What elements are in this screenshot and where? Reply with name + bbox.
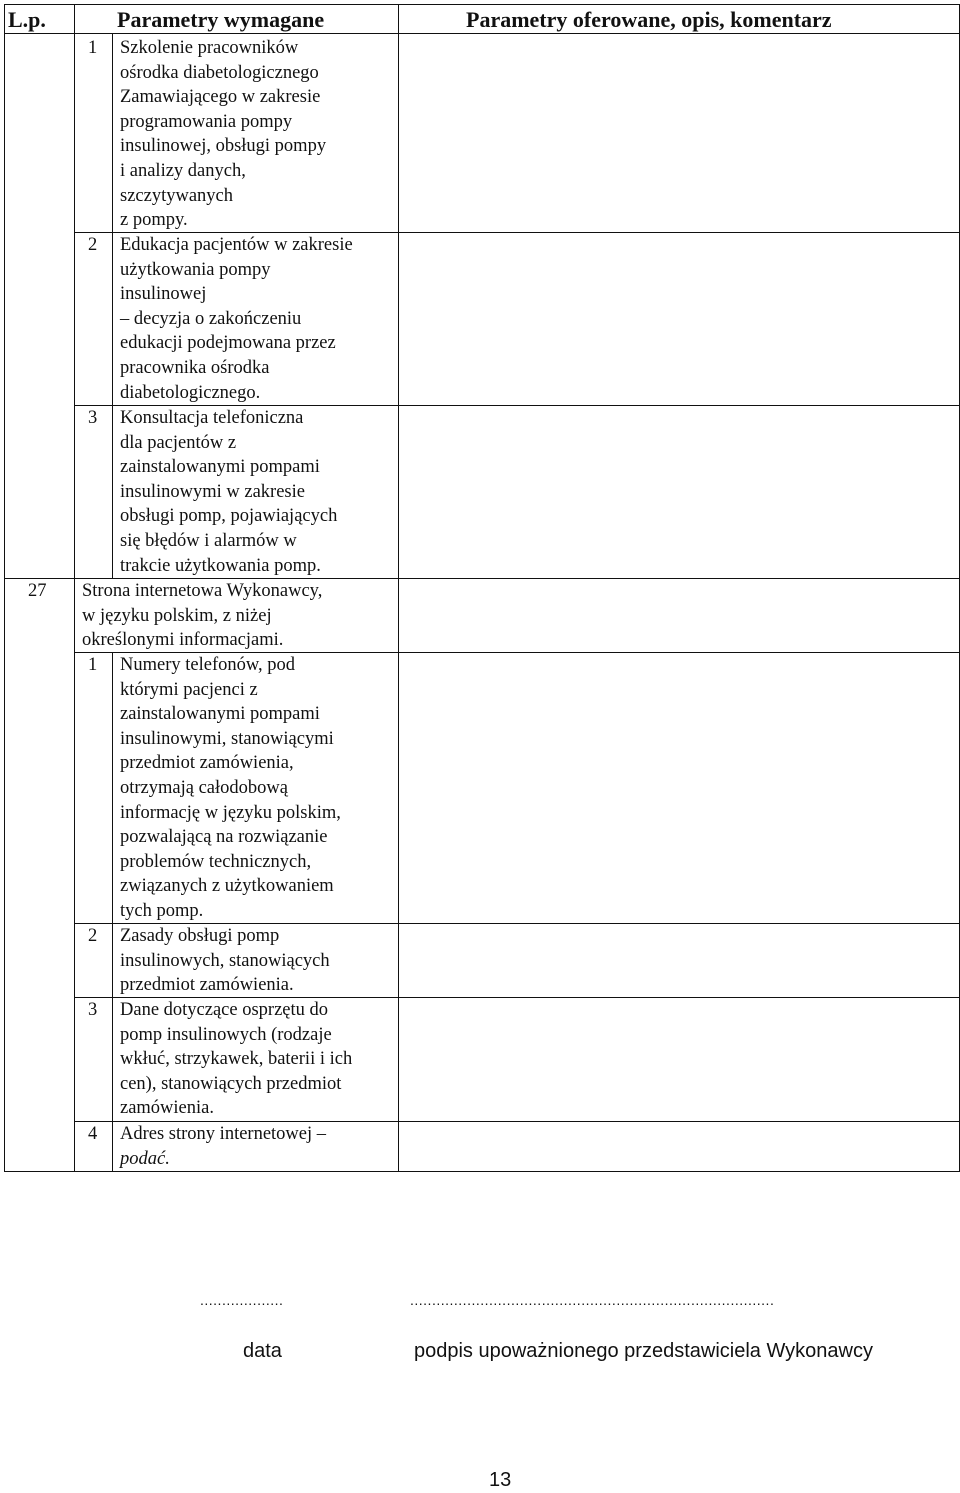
row-number: 3 [88,408,98,428]
item-number: 27 [28,581,47,601]
row-number: 4 [88,1124,98,1144]
row-number: 2 [88,235,98,255]
row-number: 1 [88,38,98,58]
header-offered-params: Parametry oferowane, opis, komentarz [466,7,832,32]
row-requirement-plain: Adres strony internetowej – [120,1124,327,1144]
row-requirement-text: Zasady obsługi pomp insulinowych, stanowiących przedmiot zamówienia. [120,926,330,996]
item-requirement-text: Strona internetowa Wykonawcy, w języku polskim, z niżej określonymi informacjami. [82,581,323,651]
row-requirement-text: Edukacja pacjentów w zakresie użytkowania pompy insulinowej – decyzja o zakończeniu edukacji podejmowana przez pracownika ośrodka diabetologicznego. [120,235,353,403]
row-number: 2 [88,926,98,946]
signature-dotted-line: ................................................................................... [410,1292,775,1308]
header-required-params: Parametry wymagane [117,7,325,32]
row-number: 3 [88,1000,98,1020]
row-requirement-text: Konsultacja telefoniczna dla pacjentów z zainstalowanymi pompami insulinowymi w zakresie obsługi pomp, pojawiających się błędów i alarmów w trakcie użytkowania pomp. [120,408,338,576]
signer-label: podpis upoważnionego przedstawiciela Wykonawcy [414,1340,873,1362]
row-requirement-text [120,1122,326,1171]
row-requirement-italic: podać. [120,1148,170,1169]
header-lp: L.p. [8,7,46,32]
row-requirement-text: Dane dotyczące osprzętu do pomp insulinowych (rodzaje wkłuć, strzykawek, baterii i ich cen), stanowiących przedmiot zamówienia. [120,1000,353,1119]
page-number: 13 [489,1469,512,1491]
row-number: 1 [88,655,98,675]
date-dotted-line: ................... [200,1292,284,1308]
date-label: data [243,1340,282,1362]
row-requirement-text: Numery telefonów, pod którymi pacjenci z zainstalowanymi pompami insulinowymi, stanowiącymi przedmiot zamówienia, otrzymają całodobową informację w języku polskim, pozwalającą na rozwiązanie problemów technicznych, związanych z użytkowaniem tych pomp. [120,655,341,921]
row-requirement-text: Szkolenie pracowników ośrodka diabetologicznego Zamawiającego w zakresie programowania pompy insulinowej, obsługi pompy i analizy danych, szczytywanych z pompy. [120,38,327,231]
